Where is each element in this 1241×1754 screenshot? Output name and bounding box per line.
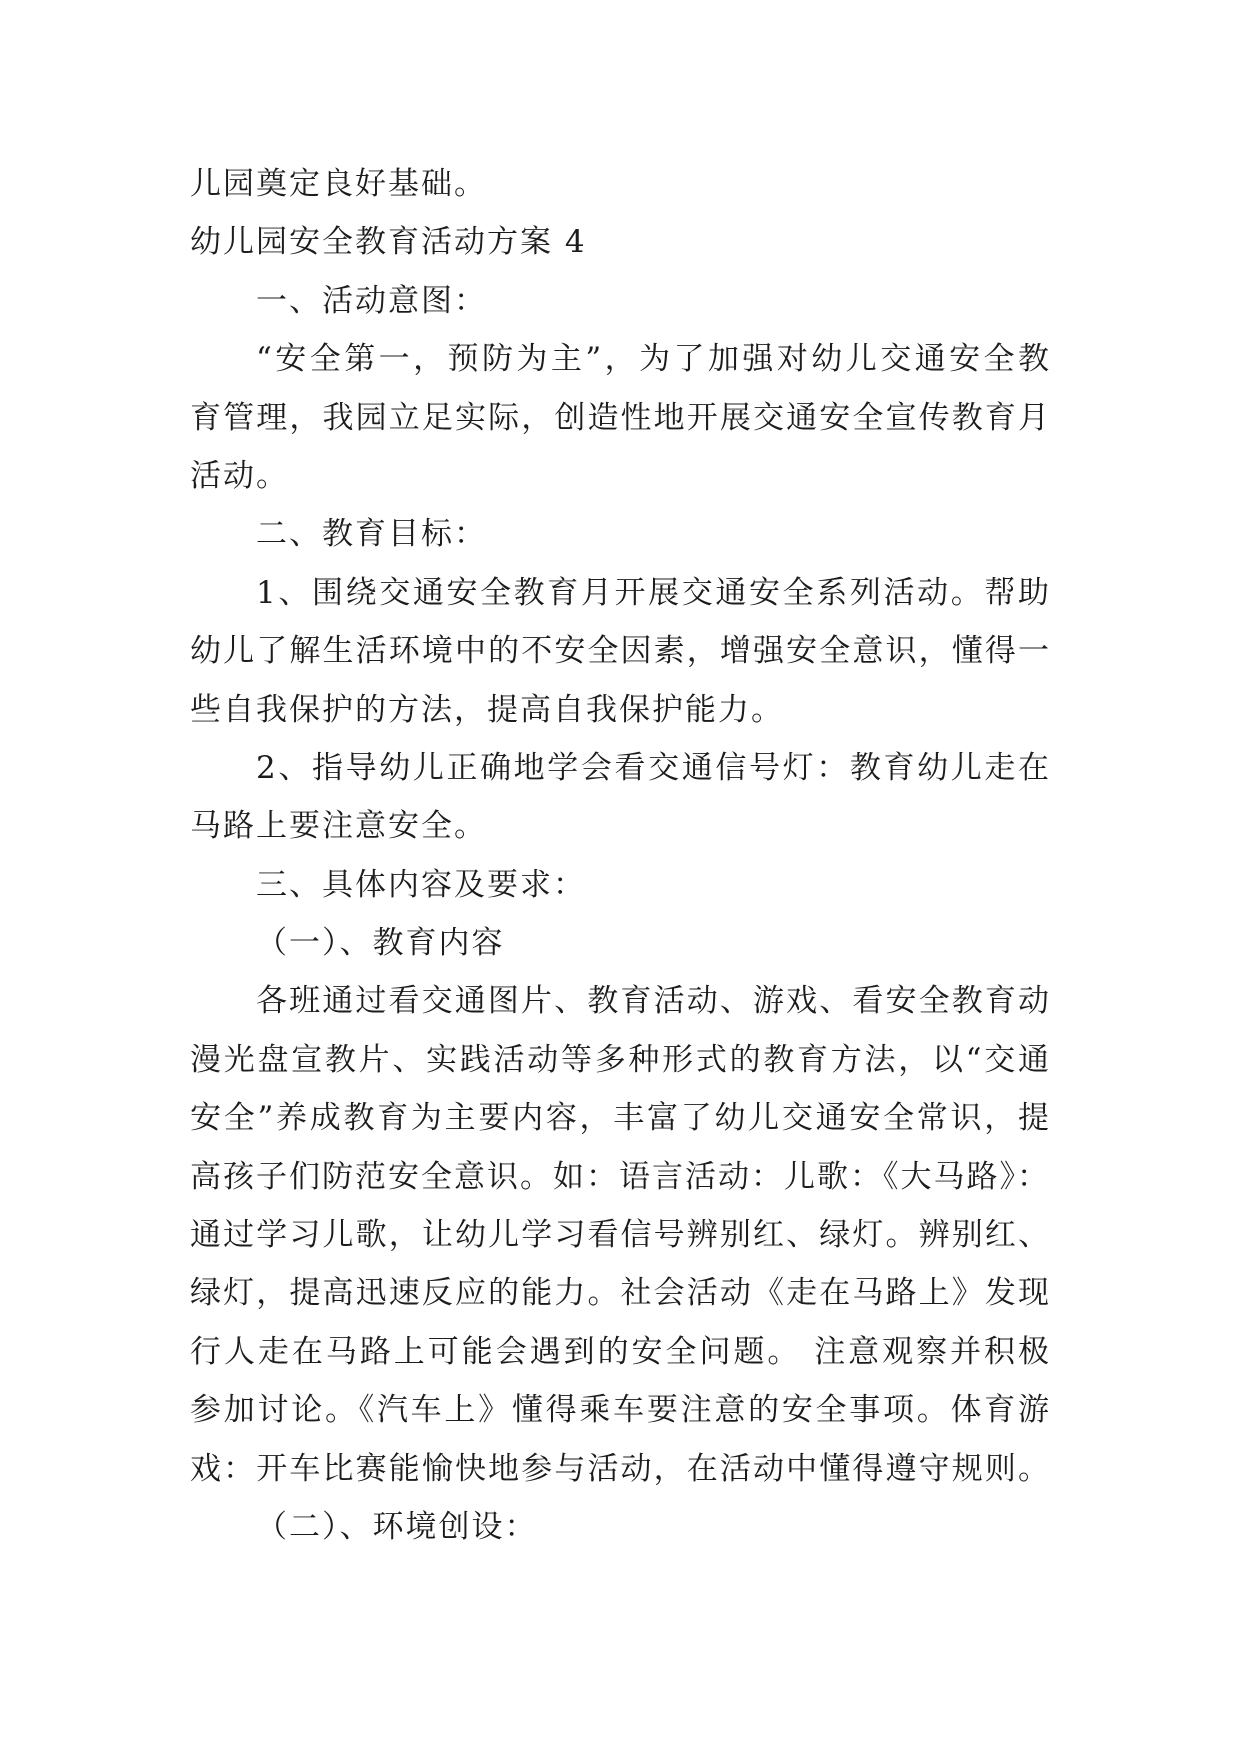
paragraph — [190, 155, 1051, 213]
paragraph-line: 通过学习儿歌，让幼儿学习看信号辨别红、绿灯。辨别红、 — [190, 1217, 1051, 1254]
paragraph-line: 些自我保护的方法，提高自我保护能力。 — [190, 691, 784, 728]
document-body — [190, 155, 1051, 1556]
paragraph-line: 儿园奠定良好基础。 — [190, 166, 487, 202]
paragraph-line: 各班通过看交通图片、教育活动、游戏、看安全教育动 — [256, 983, 1051, 1020]
paragraph-line: 育管理，我园立足实际，创造性地开展交通安全宣传教育月 — [190, 399, 1051, 436]
paragraph-line: 幼儿了解生活环境中的不安全因素，增强安全意识，懂得一 — [190, 633, 1051, 670]
paragraph-line: 行人走在马路上可能会遇到的安全问题。 注意观察并积极 — [190, 1333, 1051, 1370]
paragraph-line: 活动。 — [190, 457, 289, 494]
paragraph-line: 1、围绕交通安全教育月开展交通安全系列活动。帮助 — [256, 574, 1051, 611]
document-title: 幼儿园安全教育活动方案 4 — [190, 224, 587, 261]
paragraph — [190, 330, 1051, 505]
paragraph-line: 绿灯，提高迅速反应的能力。社会活动《走在马路上》发现 — [190, 1275, 1051, 1312]
paragraph-line: 戏：开车比赛能愉快地参与活动，在活动中懂得遵守规则。 — [190, 1450, 1051, 1487]
section-heading: 二、教育目标： — [256, 516, 487, 553]
paragraph-line: 2、指导幼儿正确地学会看交通信号灯：教育幼儿走在 — [256, 749, 1051, 786]
paragraph-line: 漫光盘宣教片、实践活动等多种形式的教育方法，以“交通 — [190, 1041, 1051, 1078]
paragraph-line: 参加讨论。《汽车上》懂得乘车要注意的安全事项。体育游 — [190, 1392, 1051, 1429]
paragraph-line: “安全第一，预防为主”，为了加强对幼儿交通安全教 — [256, 341, 1051, 378]
paragraph — [190, 972, 1051, 1498]
paragraph — [190, 564, 1051, 739]
paragraph-line: 安全”养成教育为主要内容，丰富了幼儿交通安全常识，提 — [190, 1100, 1051, 1137]
paragraph-line: 马路上要注意安全。 — [190, 808, 487, 845]
paragraph-line: 高孩子们防范安全意识。如：语言活动：儿歌：《大马路》： — [190, 1158, 1050, 1195]
subsection-heading: （二）、环境创设： — [256, 1508, 538, 1545]
section-heading: 三、具体内容及要求： — [256, 866, 586, 903]
subsection-heading: （一）、教育内容 — [256, 925, 505, 962]
paragraph — [190, 739, 1051, 856]
section-heading: 一、活动意图： — [256, 282, 487, 319]
